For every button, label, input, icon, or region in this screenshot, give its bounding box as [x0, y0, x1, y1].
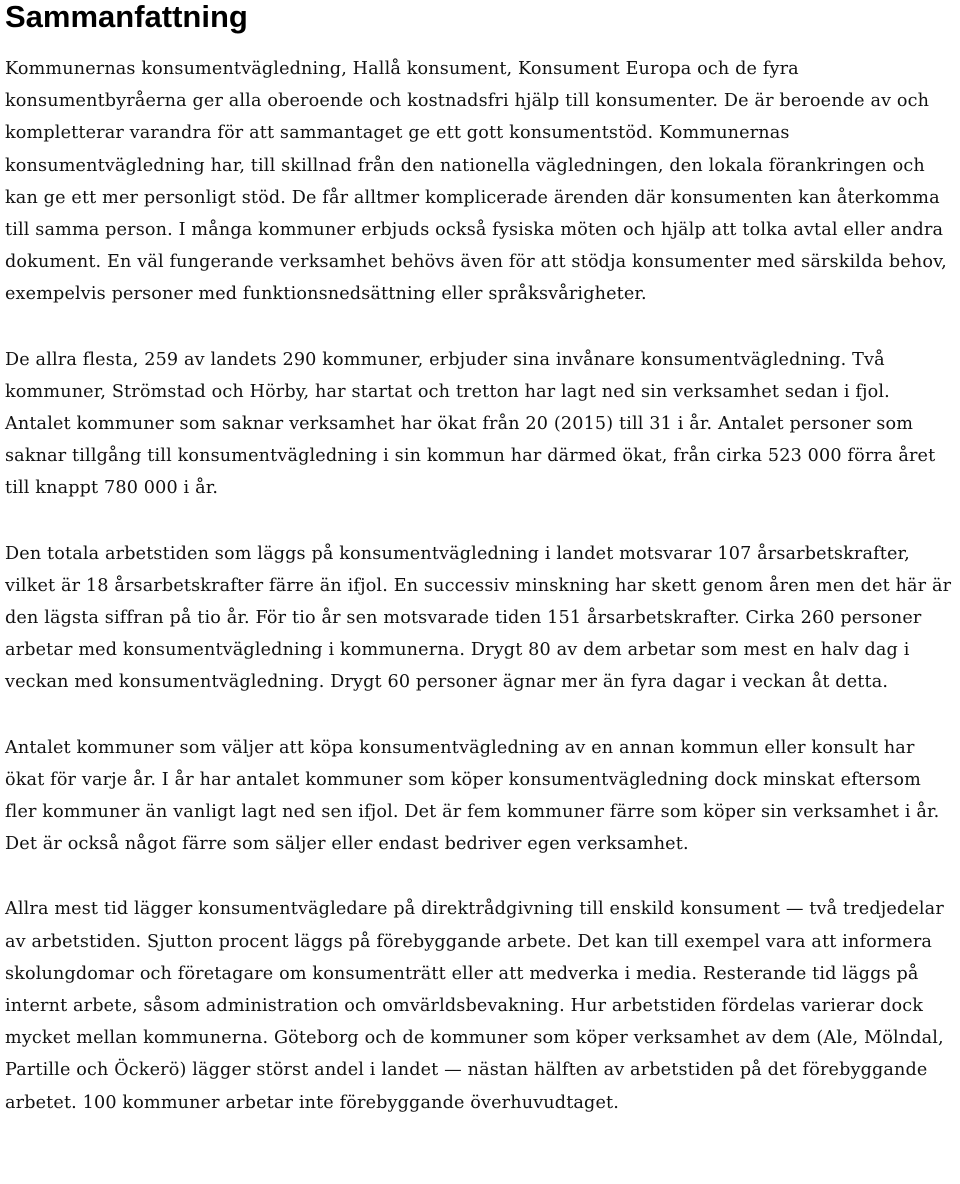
summary-paragraph-5: Allra mest tid lägger konsumentvägledare på direktrådgivning till enskild konsument — två tredjedelar av arbetstiden. Sjutton procent läggs på förebyggande arbete. Det kan till exempel vara att informera skolungdomar och företagare om konsumenträtt eller att medverka i media. Resterande tid läggs på internt arbete, såsom administration och omvärldsbevakning. Hur arbetstiden fördelas varierar dock mycket mellan kommunerna. Göteborg och de kommuner som köper verksamhet av dem (Ale, Mölndal, Partille och Öckerö) lägger störst andel i landet — nästan hälften av arbetstiden på det förebyggande arbetet. 100 kommuner arbetar inte förebyggande överhuvudtaget. [5, 899, 944, 1113]
summary-paragraph-4: Antalet kommuner som väljer att köpa konsumentvägledning av en annan kommun eller konsult har ökat för varje år. I år har antalet kommuner som köper konsumentvägledning dock minskat eftersom fler kommuner än vanligt lagt ned sen ifjol. Det är fem kommuner färre som köper sin verksamhet i år. Det är också något färre som säljer eller endast bedriver egen verksamhet. [5, 737, 940, 855]
summary-paragraph-3: Den totala arbetstiden som läggs på konsumentvägledning i landet motsvarar 107 årsarbetskrafter, vilket är 18 årsarbetskrafter färre än ifjol. En successiv minskning har skett genom åren men det här är den lägsta siffran på tio år. För tio år sen motsvarade tiden 151 årsarbetskrafter. Cirka 260 personer arbetar med konsumentvägledning i kommunerna. Drygt 80 av dem arbetar som mest en halv dag i veckan med konsumentvägledning. Drygt 60 personer ägnar mer än fyra dagar i veckan åt detta. [5, 543, 952, 693]
summary-paragraph-1: Kommunernas konsumentvägledning, Hallå konsument, Konsument Europa och de fyra konsumentbyråerna ger alla oberoende och kostnadsfri hjälp till konsumenter. De är beroende av och kompletterar varandra för att sammantaget ge ett gott konsumentstöd. Kommunernas konsumentvägledning har, till skillnad från den nationella vägledningen, den lokala förankringen och kan ge ett mer personligt stöd. De får alltmer komplicerade ärenden där konsumenten kan återkomma till samma person. I många kommuner erbjuds också fysiska möten och hjälp att tolka avtal eller andra dokument. En väl fungerande verksamhet behövs även för att stödja konsumenter med särskilda behov, exempelvis personer med funktionsnedsättning eller språksvårigheter. [5, 59, 947, 305]
page-title: Sammanfattning [5, 0, 248, 34]
summary-paragraph-2: De allra flesta, 259 av landets 290 kommuner, erbjuder sina invånare konsumentvägledning. Två kommuner, Strömstad och Hörby, har startat och tretton har lagt ned sin verksamhet sedan i fjol. Antalet kommuner som saknar verksamhet har ökat från 20 (2015) till 31 i år. Antalet personer som saknar tillgång till konsumentvägledning i sin kommun har därmed ökat, från cirka 523 000 förra året till knappt 780 000 i år. [5, 349, 936, 499]
